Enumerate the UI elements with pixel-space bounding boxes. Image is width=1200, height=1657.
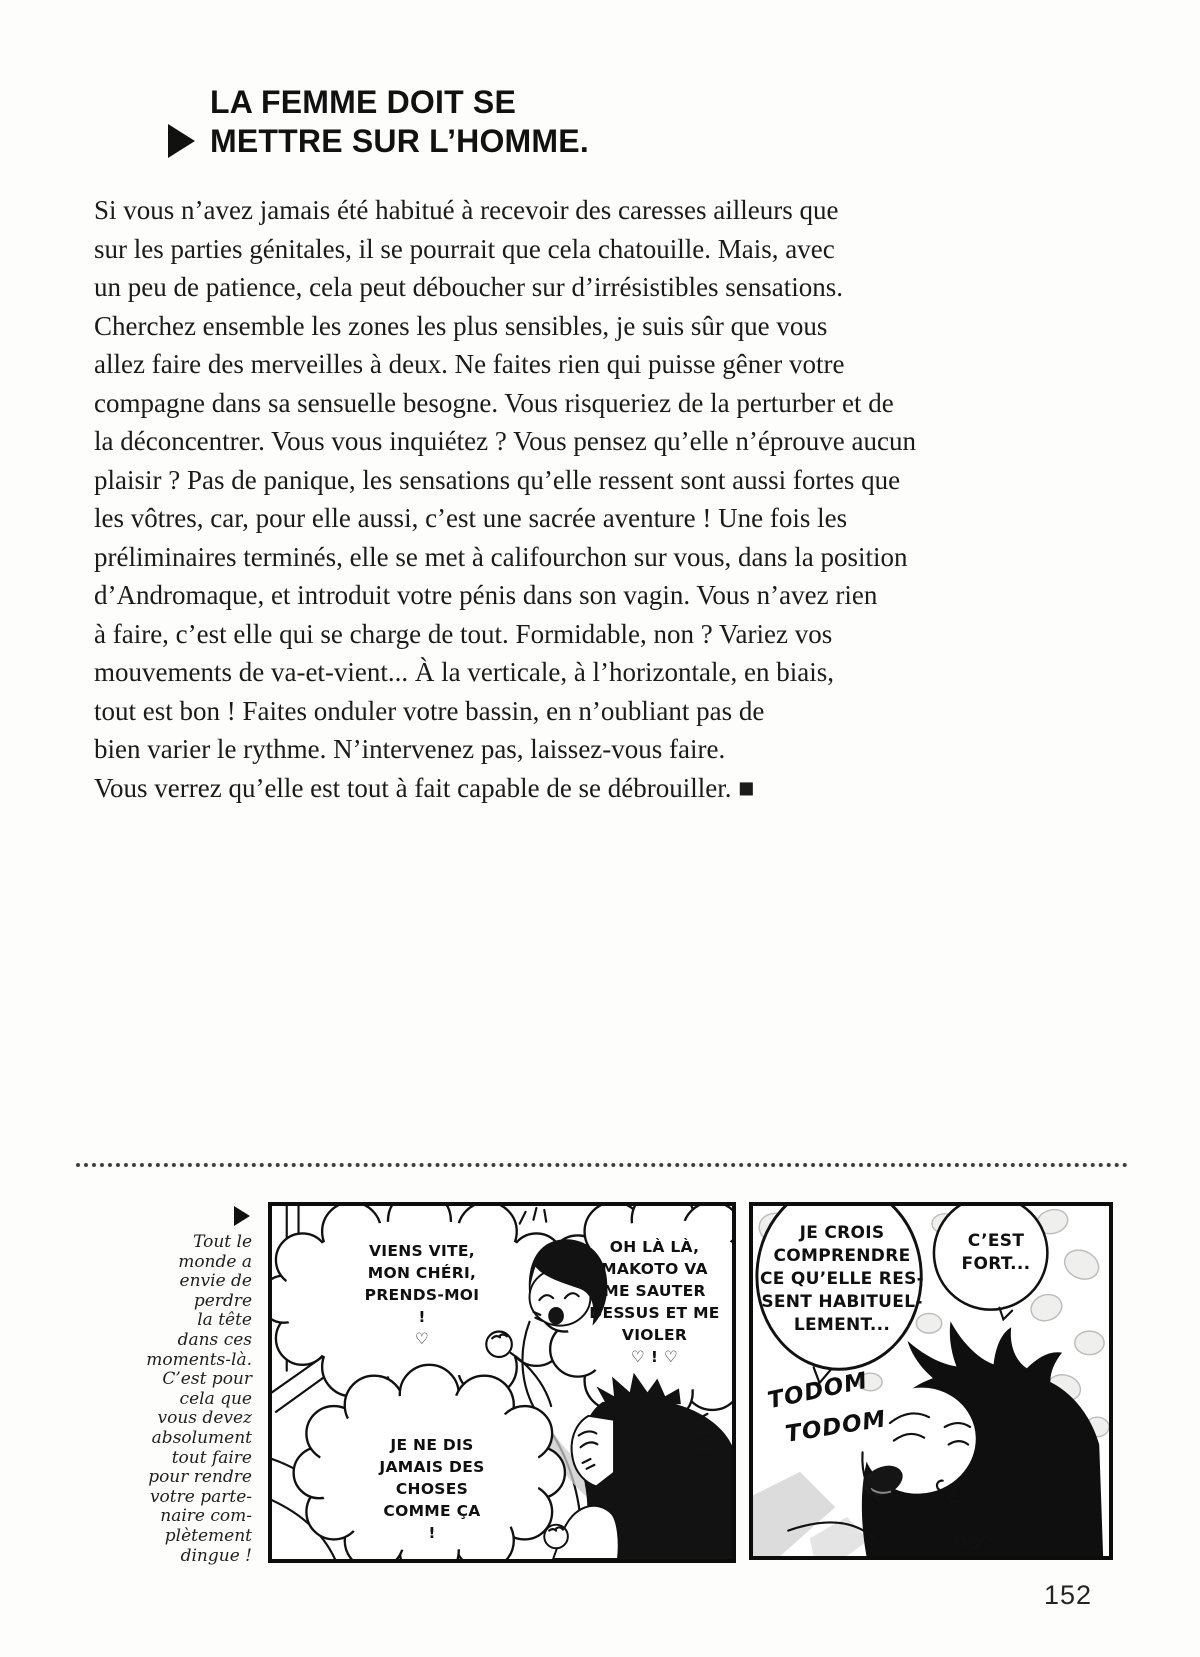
page-number: 152 [1044, 1580, 1093, 1610]
bubble-line: COMME ÇA [383, 1502, 481, 1520]
heading-marker-icon [168, 124, 195, 158]
bubble-line: JAMAIS DES [379, 1458, 485, 1476]
sidenote-line: pour rendre [148, 1467, 252, 1488]
sidenote-line: la tête [197, 1310, 252, 1331]
sidenote-line: votre parte- [149, 1486, 252, 1507]
body-line: mouvements de va-et-vient... À la verticale, à l’horizontale, en biais, [94, 657, 834, 687]
speech-bubble-jenedis-text [322, 1434, 542, 1544]
body-line: préliminaires terminés, elle se met à califourchon sur vous, dans la position [94, 541, 908, 572]
body-line: un peu de patience, cela peut déboucher sur d’irrésistibles sensations. [94, 272, 843, 302]
body-line: Cherchez ensemble les zones les plus sensibles, je suis sûr que vous [94, 310, 828, 341]
sidenote-line: dingue ! [180, 1545, 252, 1566]
bubble-line: C’EST [967, 1231, 1025, 1251]
sidenote-line: envie de [179, 1271, 252, 1292]
bubble-line: COMPRENDRE [773, 1246, 911, 1266]
bubble-line: ! [418, 1308, 426, 1326]
sidenote-line: monde a [178, 1251, 252, 1272]
heading-line-1: LA FEMME DOIT SE [210, 84, 517, 120]
bubble-line: JE NE DIS [390, 1436, 474, 1454]
bubble-line: OH LÀ LÀ, [609, 1238, 700, 1256]
sidenote-line: perdre [193, 1290, 252, 1311]
bubble-line: ME SAUTER [603, 1282, 706, 1300]
body-line: plaisir ? Pas de panique, les sensations qu’elle ressent sont aussi fortes que [94, 464, 901, 495]
body-line: la déconcentrer. Vous vous inquiétez ? Vous pensez qu’elle n’éprouve aucun [94, 426, 917, 456]
body-line: d’Andromaque, et introduit votre pénis dans son vagin. Vous n’avez rien [94, 580, 878, 610]
article-body [94, 191, 916, 807]
section-heading [210, 83, 589, 161]
speech-bubble-jecrois-text [759, 1222, 925, 1337]
body-line: Vous verrez qu’elle est tout à fait capable de se débrouiller. ■ [94, 772, 755, 803]
body-line: tout est bon ! Faites onduler votre bassin, en n’oubliant pas de [94, 695, 765, 726]
sidenote-line: plètement [164, 1525, 252, 1546]
bubble-line: ! [428, 1524, 436, 1542]
sidenote-line: cela que [179, 1388, 252, 1409]
sidenote-line: absolument [151, 1427, 252, 1448]
sidenote-line: vous devez [157, 1408, 252, 1429]
bubble-line: SENT HABITUEL- [761, 1292, 923, 1312]
heading-line-2: METTRE SUR L’HOMME. [210, 123, 589, 159]
sound-effect-todom-1: TODOM [765, 1367, 871, 1415]
sound-effect-todom-2: TODOM [783, 1406, 889, 1448]
body-line: allez faire des merveilles à deux. Ne faites rien qui puisse gêner votre [94, 349, 845, 379]
sidenote-line: dans ces [177, 1329, 252, 1350]
body-line: à faire, c’est elle qui se charge de tout. Formidable, non ? Variez vos [94, 618, 833, 649]
body-line: compagne dans sa sensuelle besogne. Vous risqueriez de la perturber et de [94, 387, 894, 418]
speech-bubble-ohlala-text [572, 1236, 736, 1368]
sidenote-line: moments-là. [146, 1349, 252, 1370]
bubble-line: PRENDS-MOI [364, 1286, 480, 1304]
body-line: les vôtres, car, pour elle aussi, c’est une sacrée aventure ! Une fois les [94, 503, 848, 533]
dotted-divider [76, 1163, 1128, 1167]
bubble-line: JE CROIS [799, 1223, 885, 1243]
bubble-line: MON CHÉRI, [367, 1264, 477, 1282]
sidenote [104, 1233, 252, 1566]
body-line: Si vous n’avez jamais été habitué à recevoir des caresses ailleurs que [94, 195, 839, 225]
comic-panel-2 [749, 1202, 1113, 1560]
sidenote-line: Tout le [193, 1232, 252, 1252]
sidenote-line: naire com- [160, 1506, 252, 1527]
bubble-line: ♡ [414, 1330, 430, 1348]
comic-panel-1 [268, 1202, 736, 1563]
body-line: sur les parties génitales, il se pourrait que cela chatouille. Mais, avec [94, 233, 835, 264]
bubble-line: LEMENT... [793, 1315, 891, 1335]
bubble-line: MAKOTO VA [601, 1260, 708, 1278]
sidenote-line: tout faire [171, 1447, 252, 1468]
bubble-line: CHOSES [395, 1480, 469, 1498]
bubble-line: ♡ ! ♡ [630, 1348, 679, 1366]
body-line: bien varier le rythme. N’intervenez pas, laissez-vous faire. [94, 734, 726, 764]
sidenote-line: C’est pour [162, 1369, 252, 1390]
bubble-line: DESSUS ET ME [589, 1304, 720, 1322]
bubble-line: CE QU’ELLE RES- [759, 1269, 925, 1289]
bubble-line: VIENS VITE, [369, 1242, 475, 1260]
bubble-line: FORT... [961, 1254, 1031, 1274]
speech-bubble-cestfort-text [941, 1230, 1051, 1276]
bubble-line: VIOLER [621, 1326, 688, 1344]
sidenote-marker-icon [234, 1206, 250, 1226]
speech-bubble-viens-text [310, 1240, 534, 1350]
